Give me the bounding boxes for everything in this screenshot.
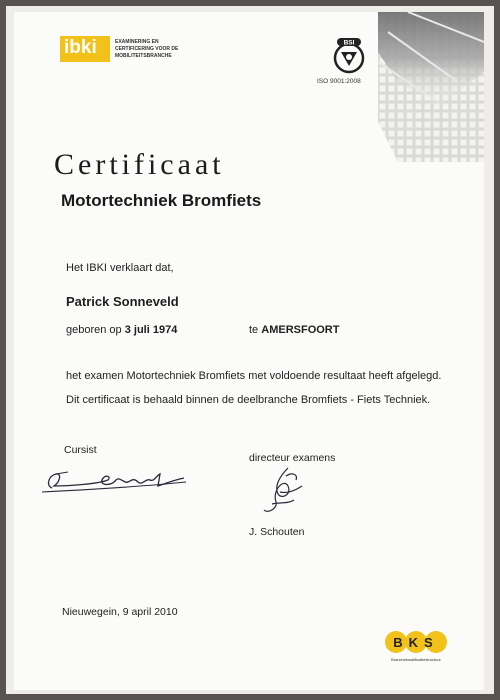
branch-statement: Dit certificaat is behaald binnen de deelbranche Bromfiets - Fiets Techniek.	[66, 394, 431, 406]
iso-label: ISO 9001:2008	[317, 78, 361, 85]
certificate-title: Certificaat	[54, 148, 225, 181]
bsi-mark-text: BSI	[343, 39, 355, 47]
declaration-text: Het IBKI verklaart dat,	[66, 262, 174, 274]
certificate-subject: Motortechniek Bromfiets	[61, 191, 262, 210]
bks-logo	[384, 628, 448, 664]
director-signature	[258, 464, 310, 518]
certificate-paper	[14, 12, 484, 690]
birth-line	[66, 324, 177, 336]
ibki-sub-line-3: MOBILITEITSBRANCHE	[115, 53, 172, 59]
birth-place: AMERSFOORT	[261, 324, 340, 336]
born-label: geboren op	[66, 324, 122, 336]
issue-place-date: Nieuwegein, 9 april 2010	[62, 606, 178, 618]
director-label: directeur examens	[249, 452, 336, 464]
bks-mark-text: BKS	[393, 635, 439, 650]
birth-date: 3 juli 1974	[124, 324, 178, 336]
bks-sub-text: Branchekwalificatiestructuur	[391, 657, 441, 662]
ibki-sub-line-1: EXAMINERING EN	[115, 39, 159, 45]
candidate-label: Cursist	[64, 444, 97, 456]
director-name: J. Schouten	[249, 526, 305, 538]
birth-place-line	[249, 324, 339, 336]
exam-statement: het examen Motortechniek Bromfiets met voldoende resultaat heeft afgelegd.	[66, 370, 442, 382]
candidate-signature	[38, 462, 188, 500]
security-pattern-corner	[378, 12, 484, 162]
ibki-sub-line-2: CERTIFICERING VOOR DE	[115, 46, 179, 52]
ibki-logo-subtitle	[115, 39, 178, 60]
place-label: te	[249, 324, 259, 336]
bsi-certification-icon	[329, 36, 369, 76]
holder-name: Patrick Sonneveld	[66, 294, 179, 309]
ibki-logo-text: ibki	[64, 37, 97, 58]
